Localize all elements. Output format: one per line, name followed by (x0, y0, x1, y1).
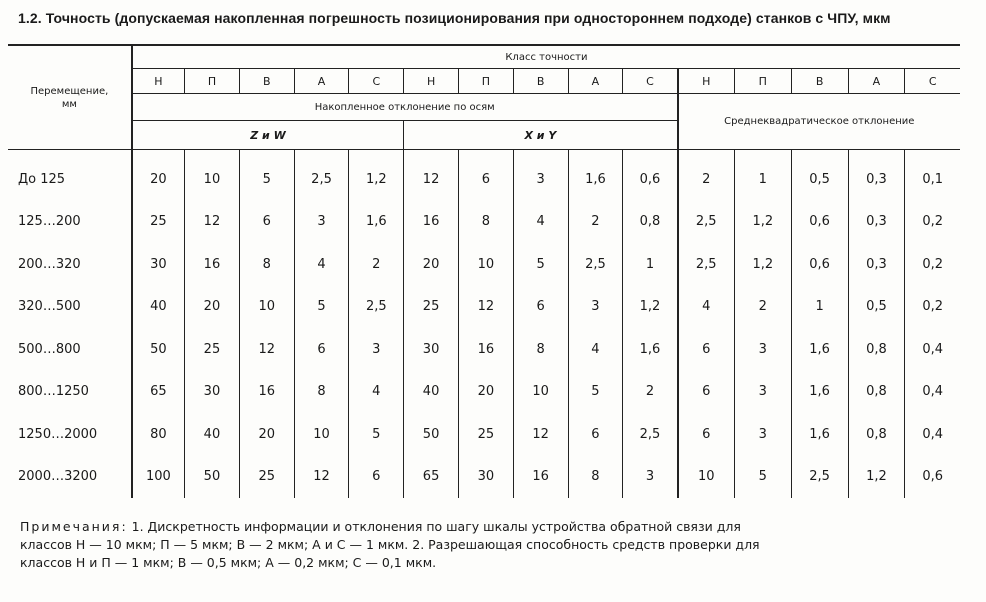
value-cell: 0,6 (791, 243, 848, 286)
value-cell: 6 (513, 286, 568, 329)
value-cell: 16 (185, 243, 240, 286)
value-cell: 4 (513, 201, 568, 244)
notes-line-2: классов Н — 10 мкм; П — 5 мкм; В — 2 мкм; А и С — 1 мкм. 2. Разрешающая способность средств проверки для (20, 537, 760, 552)
value-cell: 20 (239, 413, 294, 456)
class-cell: П (734, 69, 791, 94)
value-cell: 20 (404, 243, 459, 286)
value-cell: 1 (734, 158, 791, 201)
value-cell: 8 (239, 243, 294, 286)
value-cell: 0,5 (791, 158, 848, 201)
table-body (8, 158, 960, 498)
row-label: 2000…3200 (18, 469, 98, 485)
table-row (8, 371, 960, 414)
value-cell: 0,2 (905, 243, 960, 286)
value-cell: 30 (404, 328, 459, 371)
value-cell: 0,4 (905, 328, 960, 371)
value-cell: 30 (132, 243, 185, 286)
class-cell: В (513, 69, 568, 94)
value-cell: 12 (239, 328, 294, 371)
value-cell: 1 (791, 286, 848, 329)
header-axes-xy: X и Y (404, 121, 678, 150)
value-cell: 0,6 (791, 201, 848, 244)
value-cell: 12 (458, 286, 513, 329)
table-row (8, 201, 960, 244)
value-cell: 2 (349, 243, 404, 286)
value-cell: 2,5 (791, 456, 848, 499)
value-cell: 0,8 (623, 201, 678, 244)
value-cell: 25 (458, 413, 513, 456)
value-cell: 16 (404, 201, 459, 244)
value-cell: 16 (458, 328, 513, 371)
value-cell: 2 (623, 371, 678, 414)
value-cell: 25 (404, 286, 459, 329)
value-cell: 2 (734, 286, 791, 329)
notes-heading: Примечания: (20, 519, 128, 534)
value-cell: 30 (458, 456, 513, 499)
value-cell: 10 (185, 158, 240, 201)
row-label: 125…200 (18, 214, 81, 230)
class-cell: Н (132, 69, 185, 94)
value-cell: 10 (513, 371, 568, 414)
value-cell: 6 (568, 413, 623, 456)
header-gap (8, 150, 960, 159)
value-cell: 0,8 (848, 328, 905, 371)
table-row (8, 158, 960, 201)
value-cell: 1,6 (349, 201, 404, 244)
value-cell: 0,3 (848, 243, 905, 286)
class-cell: С (349, 69, 404, 94)
notes-line-1 (20, 518, 960, 536)
value-cell: 40 (185, 413, 240, 456)
value-cell: 1,2 (734, 201, 791, 244)
value-cell: 40 (132, 286, 185, 329)
value-cell: 20 (132, 158, 185, 201)
value-cell: 4 (294, 243, 349, 286)
value-cell: 50 (404, 413, 459, 456)
header-rms-deviation: Среднеквадратическое отклонение (678, 94, 960, 150)
value-cell: 8 (458, 201, 513, 244)
value-cell: 12 (185, 201, 240, 244)
value-cell: 8 (568, 456, 623, 499)
accuracy-table (8, 44, 960, 498)
value-cell: 40 (404, 371, 459, 414)
value-cell: 100 (132, 456, 185, 499)
header-row-class (8, 45, 960, 69)
value-cell: 0,4 (905, 371, 960, 414)
value-cell: 5 (294, 286, 349, 329)
row-label: 800…1250 (18, 384, 89, 400)
value-cell: 25 (239, 456, 294, 499)
table-row (8, 413, 960, 456)
notes-block (20, 518, 960, 572)
value-cell: 0,5 (848, 286, 905, 329)
value-cell: 12 (404, 158, 459, 201)
class-cell: А (568, 69, 623, 94)
value-cell: 4 (678, 286, 735, 329)
value-cell: 2 (678, 158, 735, 201)
class-cell: Н (678, 69, 735, 94)
value-cell: 12 (513, 413, 568, 456)
value-cell: 2,5 (294, 158, 349, 201)
value-cell: 16 (513, 456, 568, 499)
value-cell: 25 (132, 201, 185, 244)
value-cell: 6 (458, 158, 513, 201)
table-row (8, 456, 960, 499)
value-cell: 65 (404, 456, 459, 499)
value-cell: 1,6 (623, 328, 678, 371)
value-cell: 2,5 (568, 243, 623, 286)
value-cell: 80 (132, 413, 185, 456)
value-cell: 16 (239, 371, 294, 414)
value-cell: 20 (458, 371, 513, 414)
class-cell: П (458, 69, 513, 94)
value-cell: 3 (734, 371, 791, 414)
notes-text-1: 1. Дискретность информации и отклонения по шагу шкалы устройства обратной связи для (131, 519, 741, 534)
value-cell: 1,2 (349, 158, 404, 201)
value-cell: 6 (239, 201, 294, 244)
value-cell: 10 (294, 413, 349, 456)
value-cell: 12 (294, 456, 349, 499)
row-label: 320…500 (18, 299, 81, 315)
header-row-classes (8, 69, 960, 94)
value-cell: 0,3 (848, 158, 905, 201)
value-cell: 3 (568, 286, 623, 329)
value-cell: 20 (185, 286, 240, 329)
value-cell: 1,6 (568, 158, 623, 201)
value-cell: 2,5 (678, 201, 735, 244)
class-cell: Н (404, 69, 459, 94)
value-cell: 0,6 (905, 456, 960, 499)
value-cell: 3 (349, 328, 404, 371)
class-cell: В (239, 69, 294, 94)
value-cell: 1,2 (848, 456, 905, 499)
value-cell: 2,5 (623, 413, 678, 456)
value-cell: 6 (294, 328, 349, 371)
table-row (8, 243, 960, 286)
value-cell: 0,3 (848, 201, 905, 244)
value-cell: 8 (294, 371, 349, 414)
value-cell: 1,2 (623, 286, 678, 329)
value-cell: 3 (513, 158, 568, 201)
value-cell: 1,2 (734, 243, 791, 286)
value-cell: 1,6 (791, 328, 848, 371)
value-cell: 50 (185, 456, 240, 499)
value-cell: 1 (623, 243, 678, 286)
class-cell: В (791, 69, 848, 94)
table-row (8, 328, 960, 371)
table-row (8, 286, 960, 329)
header-accuracy-class: Класс точности (132, 45, 960, 69)
value-cell: 2,5 (678, 243, 735, 286)
value-cell: 4 (349, 371, 404, 414)
class-cell: П (185, 69, 240, 94)
row-label: 1250…2000 (18, 426, 98, 442)
value-cell: 5 (513, 243, 568, 286)
value-cell: 6 (678, 328, 735, 371)
value-cell: 2,5 (349, 286, 404, 329)
value-cell: 1,6 (791, 413, 848, 456)
value-cell: 5 (734, 456, 791, 499)
header-axes-zw: Z и W (132, 121, 404, 150)
value-cell: 1,6 (791, 371, 848, 414)
row-label: 200…320 (18, 256, 81, 272)
row-label: 500…800 (18, 341, 81, 357)
value-cell: 2 (568, 201, 623, 244)
row-label: До 125 (18, 171, 66, 187)
header-first-col (8, 45, 132, 150)
value-cell: 3 (623, 456, 678, 499)
value-cell: 10 (239, 286, 294, 329)
value-cell: 30 (185, 371, 240, 414)
header-first-col-label: Перемещение, мм (30, 85, 109, 110)
value-cell: 5 (349, 413, 404, 456)
table-title: 1.2. Точность (допускаемая накопленная погрешность позиционирования при одностороннем подходе) станков с ЧПУ, мкм (18, 10, 891, 26)
value-cell: 4 (568, 328, 623, 371)
value-cell: 5 (568, 371, 623, 414)
value-cell: 0,2 (905, 286, 960, 329)
value-cell: 3 (734, 413, 791, 456)
value-cell: 65 (132, 371, 185, 414)
value-cell: 50 (132, 328, 185, 371)
header-accumulated-deviation: Накопленное отклонение по осям (132, 94, 678, 121)
value-cell: 0,8 (848, 371, 905, 414)
class-cell: С (905, 69, 960, 94)
value-cell: 0,4 (905, 413, 960, 456)
value-cell: 0,1 (905, 158, 960, 201)
value-cell: 3 (294, 201, 349, 244)
value-cell: 6 (678, 413, 735, 456)
value-cell: 25 (185, 328, 240, 371)
class-cell: А (294, 69, 349, 94)
value-cell: 6 (678, 371, 735, 414)
class-cell: А (848, 69, 905, 94)
class-cell: С (623, 69, 678, 94)
value-cell: 10 (458, 243, 513, 286)
value-cell: 0,2 (905, 201, 960, 244)
value-cell: 5 (239, 158, 294, 201)
value-cell: 3 (734, 328, 791, 371)
value-cell: 8 (513, 328, 568, 371)
value-cell: 6 (349, 456, 404, 499)
header-row-deviation (8, 94, 960, 121)
notes-line-3: классов Н и П — 1 мкм; В — 0,5 мкм; А — 0,2 мкм; С — 0,1 мкм. (20, 555, 437, 570)
value-cell: 0,8 (848, 413, 905, 456)
value-cell: 10 (678, 456, 735, 499)
value-cell: 0,6 (623, 158, 678, 201)
